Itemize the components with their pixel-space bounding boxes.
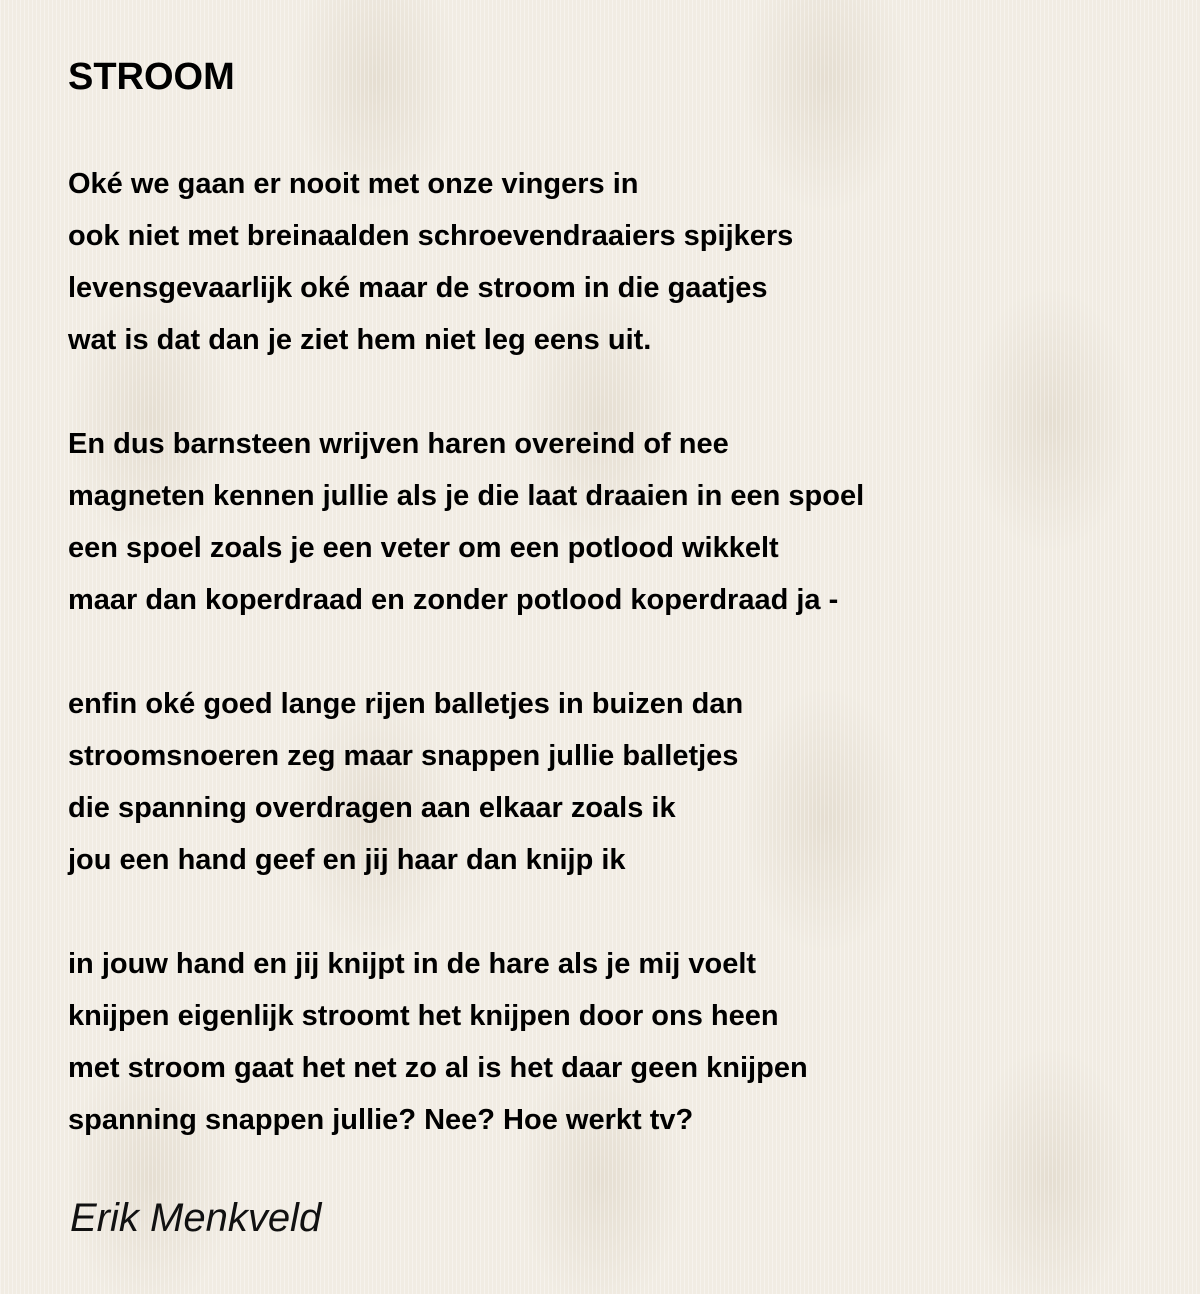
- poem-line: in jouw hand en jij knijpt in de hare als je mij voelt: [68, 948, 757, 980]
- poem-line: enfin oké goed lange rijen balletjes in buizen dan: [68, 688, 744, 720]
- stanza-2: [68, 418, 1148, 626]
- stanza-1: [68, 158, 1148, 366]
- poem-line: ook niet met breinaalden schroevendraaiers spijkers: [68, 220, 794, 252]
- poem-line: wat is dat dan je ziet hem niet leg eens uit.: [68, 324, 652, 356]
- stanza-3: [68, 678, 1148, 886]
- poem-line: Oké we gaan er nooit met onze vingers in: [68, 168, 639, 200]
- poem-line: magneten kennen jullie als je die laat draaien in een spoel: [68, 480, 865, 512]
- poem-line: een spoel zoals je een veter om een potlood wikkelt: [68, 532, 779, 564]
- poem-line: En dus barnsteen wrijven haren overeind of nee: [68, 428, 729, 460]
- poem-line: die spanning overdragen aan elkaar zoals ik: [68, 792, 676, 824]
- poem-line: spanning snappen jullie? Nee? Hoe werkt tv?: [68, 1104, 694, 1136]
- stanza-4: [68, 938, 1148, 1146]
- poem-line: levensgevaarlijk oké maar de stroom in die gaatjes: [68, 272, 768, 304]
- poem-title: STROOM: [68, 56, 235, 98]
- poem-line: jou een hand geef en jij haar dan knijp ik: [68, 844, 626, 876]
- poem-line: stroomsnoeren zeg maar snappen jullie balletjes: [68, 740, 739, 772]
- poem-line: knijpen eigenlijk stroomt het knijpen door ons heen: [68, 1000, 779, 1032]
- poem-line: maar dan koperdraad en zonder potlood koperdraad ja -: [68, 584, 839, 616]
- poem-author: Erik Menkveld: [70, 1196, 322, 1240]
- poem-line: met stroom gaat het net zo al is het daar geen knijpen: [68, 1052, 808, 1084]
- poem-page: [68, 52, 1148, 1198]
- poem-body: [68, 158, 1148, 1146]
